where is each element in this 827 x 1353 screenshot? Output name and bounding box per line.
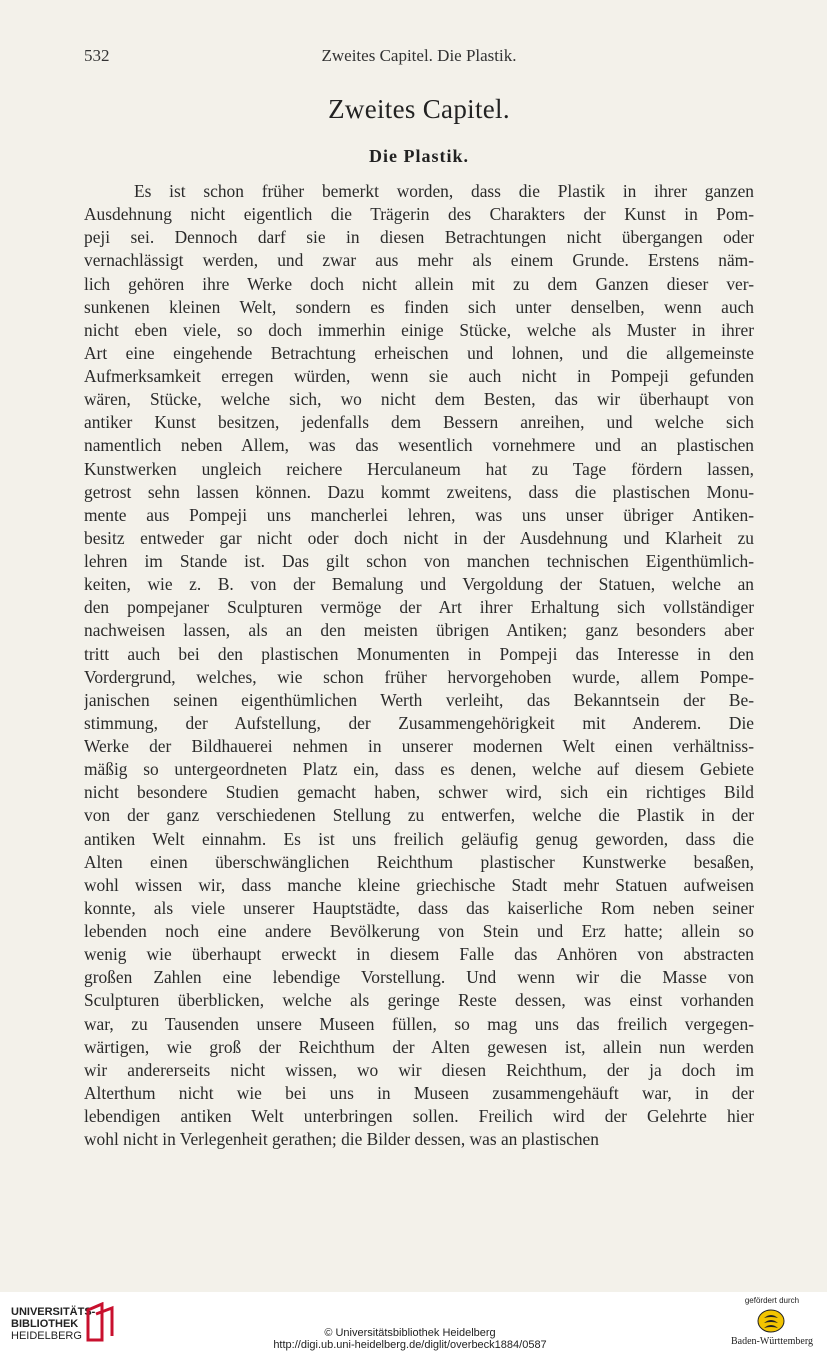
- text-line: janischen seinen eigenthümlichen Werth verleiht, das Bekanntsein der Be-: [84, 689, 754, 710]
- text-line: lehren im Stande ist. Das gilt schon von manchen technischen Eigenthümlich-: [84, 551, 754, 571]
- text-line: antiken Welt einnahm. Es ist uns freilich geläufig genug geworden, dass die: [84, 828, 754, 849]
- text-line: antiker Kunst besitzen, jedenfalls dem Bessern anreihen, und welche sich: [84, 412, 754, 433]
- text-line: mäßig so untergeordneten Platz ein, dass es denen, welche auf diesem Gebiete: [84, 759, 754, 780]
- text-line: Kunstwerken ungleich reichere Herculaneum hat zu Tage fördern lassen,: [84, 458, 754, 479]
- text-line: getrost sehn lassen können. Dazu kommt zweitens, dass die plastischen Monu-: [84, 481, 754, 502]
- text-line: konnte, als viele unserer Hauptstädte, dass das kaiserliche Rom neben seiner: [84, 897, 754, 918]
- text-line: namentlich neben Allem, was das wesentlich vornehmere und an plastischen: [84, 435, 754, 456]
- text-line: Alten einen überschwänglichen Reichthum plastischer Kunstwerke besaßen,: [84, 851, 754, 872]
- sponsor-label: Baden-Württemberg: [730, 1336, 813, 1347]
- text-line: wenig wie überhaupt erweckt in diesem Falle das Anhören von abstracten: [84, 944, 754, 965]
- text-line: lebenden noch eine andere Bevölkerung von Stein und Erz hatte; allein so: [84, 921, 754, 941]
- text-line: lebendigen antiken Welt unterbringen sollen. Freilich wird der Gelehrte hier: [84, 1106, 754, 1126]
- university-logo-icon: [84, 1302, 116, 1342]
- text-line: stimmung, der Aufstellung, der Zusammengehörigkeit mit Anderem. Die: [84, 712, 754, 733]
- text-line: lich gehören ihre Werke doch nicht allein mit zu dem Ganzen dieser ver-: [84, 273, 754, 294]
- text-line: Alterthum nicht wie bei uns in Museen zusammengehäuft war, in der: [84, 1082, 754, 1103]
- institution-line: UNIVERSITÄTS-: [11, 1306, 96, 1318]
- section-title: Die Plastik.: [369, 146, 469, 166]
- text-line: wohl wissen wir, dass manche kleine griechische Stadt mehr Statuen aufweisen: [84, 874, 754, 895]
- footer-bar: [0, 1292, 827, 1353]
- text-line: wärtigen, wie groß der Reichthum der Alten gewesen ist, allein nun werden: [84, 1036, 754, 1057]
- text-line: mente aus Pompeji uns mancherlei lehren, was uns unser übriger Antiken-: [84, 504, 754, 525]
- text-line: nachweisen lassen, als an den meisten übrigen Antiken; ganz besonders aber: [84, 620, 754, 641]
- text-line: von der ganz verschiedenen Stellung zu entwerfen, welche die Plastik in der: [84, 805, 754, 826]
- institution-line: BIBLIOTHEK: [11, 1318, 79, 1330]
- state-emblem-icon: [756, 1308, 786, 1334]
- text-line: Sculpturen überblicken, welche als geringe Reste dessen, was einst vorhanden: [84, 990, 754, 1011]
- text-line: Ausdehnung nicht eigentlich die Trägerin des Charakters der Kunst in Pom-: [84, 204, 754, 225]
- text-line: sunkenen kleinen Welt, sondern es finden sich unter denselben, wenn auch: [84, 296, 754, 317]
- text-line: Aufmerksamkeit erregen würden, wenn sie auch nicht in Pompeji gefunden: [84, 366, 754, 386]
- text-line: Es ist schon früher bemerkt worden, dass die Plastik in ihrer ganzen: [134, 181, 754, 201]
- text-line: vernachlässigt werden, und zwar aus mehr als einem Grunde. Erstens näm-: [84, 250, 754, 271]
- source-url[interactable]: http://digi.ub.uni-heidelberg.de/diglit/overbeck1884/0587: [273, 1339, 547, 1351]
- text-line: nicht besondere Studien gemacht haben, schwer wird, sich ein richtiges Bild: [84, 782, 754, 803]
- text-line: tritt auch bei den plastischen Monumenten in Pompeji das Interesse in den: [84, 643, 754, 664]
- funded-by-label: gefördert durch: [744, 1296, 800, 1305]
- institution-line: HEIDELBERG: [11, 1330, 82, 1342]
- text-line: den pompejaner Sculpturen vermöge der Art ihrer Erhaltung sich vollständiger: [84, 597, 754, 618]
- institution-name: [11, 1306, 95, 1342]
- text-line: großen Zahlen eine lebendige Vorstellung. Und wenn wir die Masse von: [84, 967, 754, 988]
- text-line: nicht eben viele, so doch immerhin einige Stücke, welche als Muster in ihrer: [84, 319, 754, 340]
- text-line: wohl nicht in Verlegenheit gerathen; die Bilder dessen, was an plastischen: [84, 1129, 599, 1150]
- copyright-notice: © Universitätsbibliothek Heidelberg: [324, 1327, 496, 1339]
- text-line: Werke der Bildhauerei nehmen in unserer modernen Welt einen verhältniss-: [84, 736, 754, 756]
- running-head: [84, 46, 754, 70]
- text-line: besitz entweder gar nicht oder doch nicht in der Ausdehnung und Klarheit zu: [84, 527, 754, 548]
- text-line: keiten, wie z. B. von der Bemalung und Vergoldung der Statuen, welche an: [84, 574, 754, 595]
- text-line: wir andererseits nicht wissen, wo wir diesen Reichthum, der ja doch im: [84, 1059, 754, 1080]
- text-line: war, zu Tausenden unsere Museen füllen, so mag uns das freilich vergegen-: [84, 1013, 754, 1034]
- text-line: wären, Stücke, welche sich, wo nicht dem Besten, das wir überhaupt von: [84, 389, 754, 410]
- chapter-title: Zweites Capitel.: [328, 94, 510, 124]
- body-text: [84, 180, 754, 1151]
- text-line: peji sei. Dennoch darf sie in diesen Betrachtungen nicht übergangen oder: [84, 227, 754, 248]
- text-line: Art eine eingehende Betrachtung erheischen und lohnen, und die allgemeinste: [84, 342, 754, 363]
- text-line: Vordergrund, welches, wie schon früher hervorgehoben wurde, allem Pompe-: [84, 666, 754, 687]
- running-title: Zweites Capitel. Die Plastik.: [321, 46, 517, 65]
- page-number: 532: [84, 46, 110, 65]
